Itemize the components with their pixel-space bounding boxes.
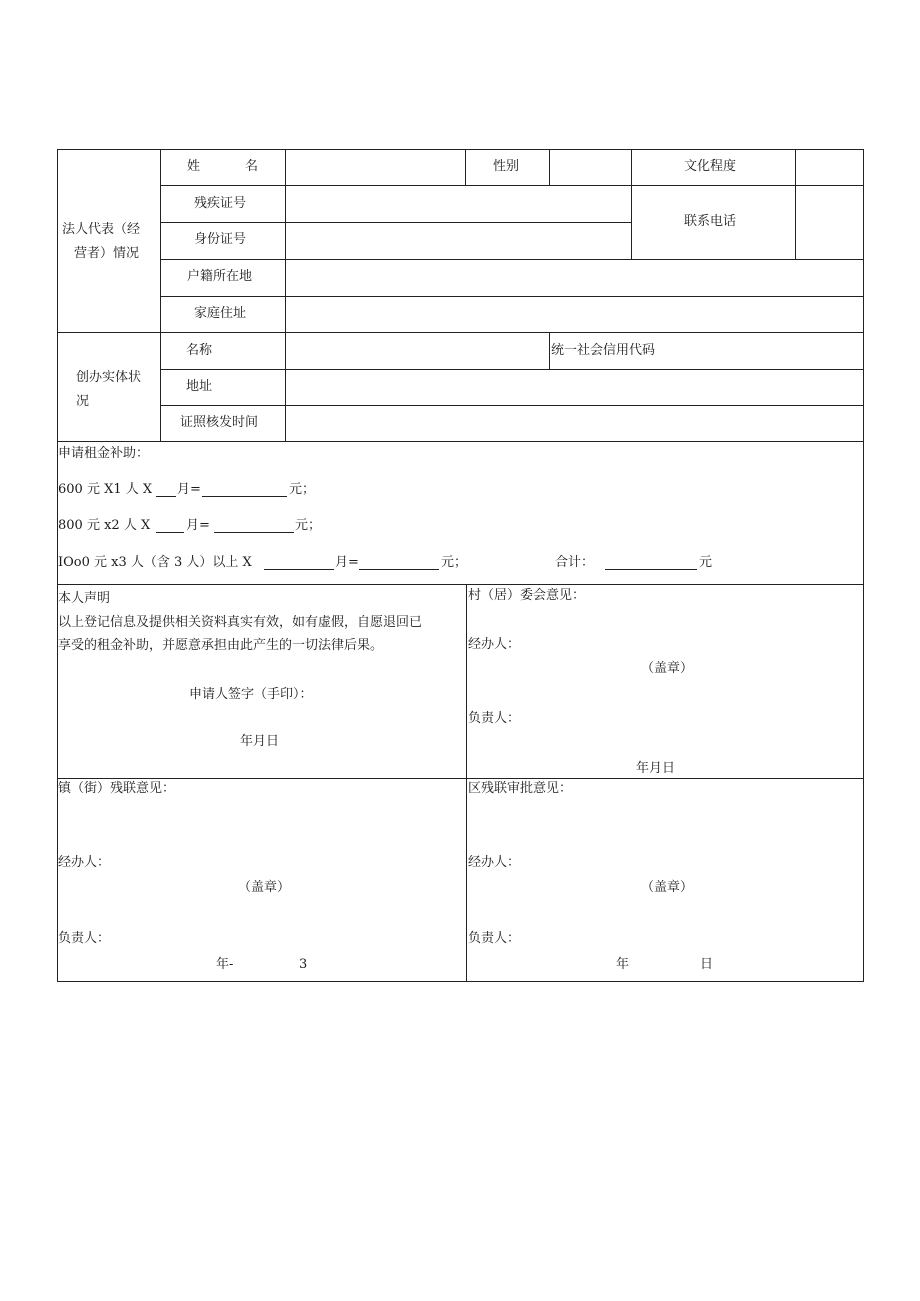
credit-code-label: 统一社会信用代码: [551, 343, 656, 358]
disability-cert-field[interactable]: [286, 186, 631, 222]
district-date-year: 年: [616, 957, 630, 972]
village-responsible-label: 负责人：: [468, 711, 521, 726]
education-label: 文化程度: [684, 159, 737, 174]
subsidy-row3-amount-blank[interactable]: [359, 569, 439, 570]
gender-label: 性别: [493, 159, 520, 174]
subsidy-row3-prefix: IOo0 元 x3 人（含 3 人）以上 X: [58, 555, 252, 570]
district-opinion-title: 区残联审批意见：: [468, 781, 573, 796]
district-handler-label: 经办人：: [468, 855, 521, 870]
entity-address-label: 地址: [186, 379, 213, 394]
entity-name-label: 名称: [186, 343, 213, 358]
town-seal-label: （盖章）: [238, 880, 291, 895]
district-responsible-label: 负责人：: [468, 931, 521, 946]
village-seal-label: （盖章）: [641, 661, 694, 676]
town-responsible-label: 负责人：: [58, 931, 111, 946]
education-field[interactable]: [796, 150, 863, 185]
home-address-label: 家庭住址: [194, 306, 247, 321]
subsidy-row1-amount-blank[interactable]: [202, 496, 287, 497]
town-handler-label: 经办人：: [58, 855, 111, 870]
subsidy-row2-prefix: 800 元 x2 人 X: [58, 518, 151, 533]
subsidy-total-label: 合计：: [555, 555, 595, 570]
id-card-label: 身份证号: [194, 232, 247, 247]
town-date-year: 年-: [216, 957, 234, 972]
legal-rep-section-label-2: 营者）情况: [74, 246, 140, 261]
legal-rep-section-label-1: 法人代表（经: [62, 222, 141, 237]
subsidy-row3-unit: 元；: [441, 555, 468, 570]
name-label-a: 姓: [187, 159, 201, 174]
town-date-day: 3: [299, 957, 308, 972]
district-date-day: 日: [700, 957, 714, 972]
village-date-label: 年月日: [636, 761, 676, 776]
name-field[interactable]: [286, 150, 465, 185]
village-opinion-title: 村（居）委会意见：: [468, 588, 586, 603]
home-address-field[interactable]: [286, 297, 863, 332]
subsidy-row1-month: 月=: [177, 482, 201, 497]
phone-field[interactable]: [796, 186, 863, 259]
subsidy-row3-month: 月=: [335, 555, 359, 570]
name-label-b: 名: [245, 159, 259, 174]
subsidy-row2-months-blank[interactable]: [156, 532, 184, 533]
household-label: 户籍所在地: [187, 269, 253, 284]
entity-section-label-2: 况: [76, 394, 90, 409]
credit-code-field[interactable]: [682, 333, 863, 369]
disability-cert-label: 残疾证号: [194, 196, 247, 211]
village-handler-label: 经办人：: [468, 637, 521, 652]
gender-field[interactable]: [550, 150, 631, 185]
subsidy-row1-unit: 元；: [289, 482, 316, 497]
subsidy-total-unit: 元: [699, 555, 713, 570]
license-time-field[interactable]: [286, 406, 863, 441]
entity-name-field[interactable]: [286, 333, 549, 369]
id-card-field[interactable]: [286, 223, 631, 259]
declaration-text-2: 享受的租金补助，并愿意承担由此产生的一切法律后果。: [58, 638, 384, 653]
household-field[interactable]: [286, 260, 863, 296]
declaration-title: 本人声明: [58, 591, 111, 606]
town-opinion-title: 镇（街）残联意见：: [58, 781, 176, 796]
declaration-date-label: 年月日: [240, 734, 280, 749]
subsidy-row2-amount-blank[interactable]: [214, 532, 294, 533]
declaration-text-1: 以上登记信息及提供相关资料真实有效，如有虚假，自愿退回已: [58, 615, 423, 630]
phone-label: 联系电话: [684, 214, 737, 229]
subsidy-title: 申请租金补助：: [58, 446, 150, 461]
subsidy-row1-months-blank[interactable]: [156, 496, 176, 497]
license-time-label: 证照核发时间: [180, 415, 259, 430]
applicant-signature-label: 申请人签字（手印）：: [189, 687, 313, 702]
subsidy-row1-prefix: 600 元 X1 人 X: [58, 482, 153, 497]
district-seal-label: （盖章）: [641, 880, 694, 895]
subsidy-row2-month: 月=: [186, 518, 210, 533]
subsidy-row2-unit: 元；: [295, 518, 322, 533]
subsidy-row3-months-blank[interactable]: [264, 569, 334, 570]
entity-section-label-1: 创办实体状: [76, 370, 142, 385]
entity-address-field[interactable]: [286, 370, 863, 405]
subsidy-total-blank[interactable]: [605, 569, 697, 570]
